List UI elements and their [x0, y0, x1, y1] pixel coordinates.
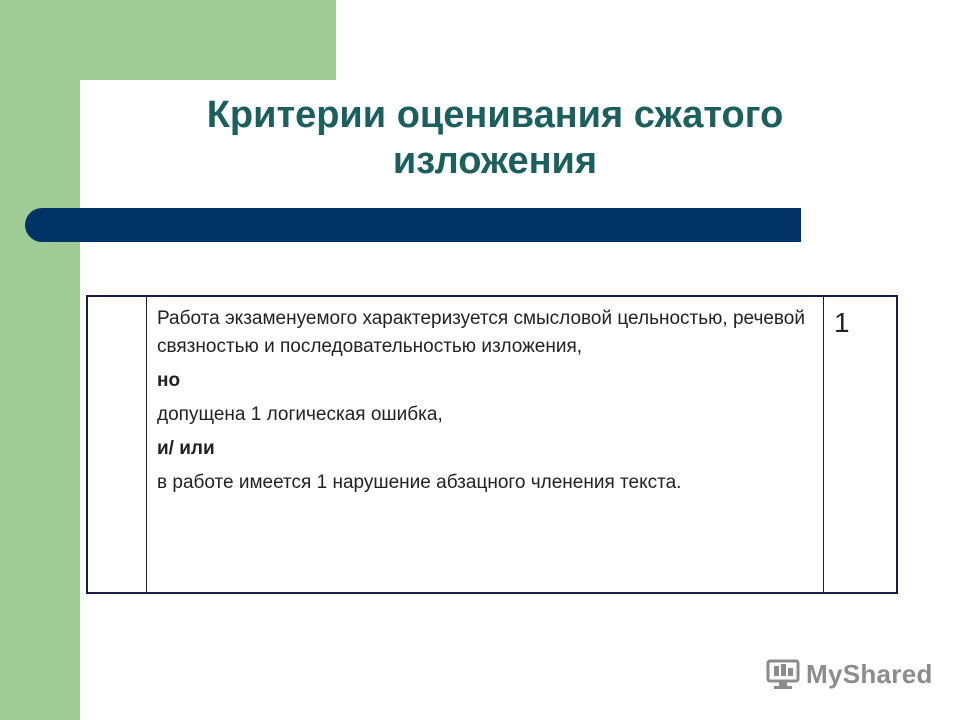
rounded-corner: [80, 80, 140, 140]
criteria-line: в работе имеется 1 нарушение абзацного членения текста.: [157, 472, 682, 493]
criteria-conjunction: но: [157, 370, 181, 391]
criteria-line: допущена 1 логическая ошибка,: [157, 404, 443, 425]
slide-title-line-1: Критерии оценивания сжатого: [206, 94, 784, 136]
score-cell: 1: [834, 307, 850, 338]
green-side-band: [0, 0, 80, 720]
criteria-line: Работа экзаменуемого характеризуется смысловой цельностью, речевой связностью и последовательностью изложения,: [157, 308, 805, 357]
monitor-icon: [766, 658, 800, 690]
criteria-description-cell: [147, 297, 824, 592]
criteria-conjunction: и/ или: [157, 438, 215, 459]
slide-title: [140, 92, 850, 184]
green-top-band: [80, 0, 336, 80]
criteria-table: [86, 295, 898, 594]
table-empty-cell: [88, 297, 147, 592]
slide-title-line-2: изложения: [392, 140, 598, 182]
title-underline-bar: [25, 208, 801, 242]
watermark-text: MyShared: [806, 658, 933, 689]
watermark-logo: [766, 656, 933, 692]
